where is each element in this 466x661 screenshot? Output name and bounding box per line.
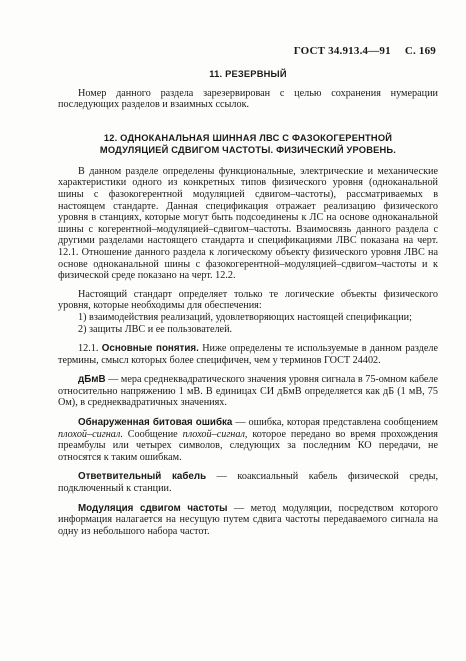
definition-term: Ответвительный кабель <box>78 471 207 483</box>
definition-text: . Сообщение <box>120 428 183 440</box>
scope-item-2: 2) защиты ЛВС и ее пользователей. <box>78 323 233 335</box>
definition-text: — метод модуляции, посредством которого информация налагается на несущую путем сдвига частоты передаваемого сигнала на одну из небольшого набора частот. <box>58 502 439 537</box>
definition-dbmv <box>58 374 438 409</box>
standard-number: ГОСТ 34.913.4—91 <box>293 45 391 57</box>
subsection-12-1 <box>58 343 438 366</box>
scope-item-1: 1) взаимодействия реализаций, удовлетворяющих настоящей спецификации; <box>78 311 412 323</box>
definition-text: , которое передано во время прохождения преамбулы или четырех символов, следующих за последним КО передачи, не относятся к таким ошибкам. <box>58 428 438 463</box>
subsection-title: Основные понятия. <box>101 343 199 355</box>
definition-text: — коаксиальный кабель физической среды, подключенный к станции. <box>58 471 439 495</box>
subsection-text: Ниже определены те используемые в данном разделе термины, смысл которых более специфичен, чем у терминов ГОСТ 24402. <box>58 343 439 366</box>
page-header <box>294 45 436 57</box>
subsection-number: 12.1. <box>78 343 99 355</box>
scope-paragraph: Настоящий стандарт определяет только те логические объекты физического уровня, которые необходимы для обеспечения: <box>58 288 438 312</box>
definition-drop-cable <box>58 471 438 494</box>
definition-term: Модуляция сдвигом частоты <box>78 502 228 514</box>
definition-bit-error <box>58 417 438 463</box>
section-12-intro-paragraph: В данном разделе определены функциональные, электрические и механические характеристики одного из конкретных типов физического уровня (одноканальной шины с фазокогерентной модуляцией сдвигом–частоты), рассматриваемых в настоящем стандарте. Данная спецификация отражает реализацию физического уровня в станциях, которые могут быть подсоединены к ЛС на основе одноканальной шины с когерентной–модуляцией–сдвигом–частоты. Взаимосвязь данного раздела с другими разделами настоящего стандарта и спецификациями ЛВС показана на черт. 12.1. Отношение данного раздела к логическому объекту физического уровня ЛВС на основе одноканальной шины с фазокогерентной–модуляцией–сдвигом–частоты и к физической среде показано на черт. 12.2. <box>58 165 438 282</box>
definition-italic: плохой–сигнал <box>182 428 245 440</box>
definition-term: дБмВ <box>78 374 106 386</box>
definition-text: — мера среднеквадратического значения уровня сигнала в 75-омном кабеле относительно напряжению 1 мВ. В единицах СИ дБмВ определяется как дБ (1 мВ, 75 Ом), в среднеквадратичных значениях. <box>58 374 438 409</box>
section-11-text: Номер данного раздела зарезервирован с целью сохранения нумерации последующих разделов и взаимных ссылок. <box>58 87 438 111</box>
page-number: С. 169 <box>404 45 436 57</box>
section-11-title: 11. РЕЗЕРВНЫЙ <box>209 69 287 79</box>
section-12-title <box>58 132 438 156</box>
definition-text: — ошибка, которая представлена сообщением <box>235 417 439 429</box>
section-12-title-line1: 12. ОДНОКАНАЛЬНАЯ ШИННАЯ ЛВС С ФАЗОКОГЕРЕНТНОЙ <box>103 132 393 143</box>
definition-term: Обнаруженная битовая ошибка <box>78 417 233 429</box>
definition-italic: плохой–сигнал <box>58 428 121 440</box>
page-content <box>58 69 438 537</box>
definition-fsk <box>58 503 438 538</box>
section-12-title-line2: МОДУЛЯЦИЕЙ СДВИГОМ ЧАСТОТЫ. ФИЗИЧЕСКИЙ УРОВЕНЬ. <box>99 144 397 155</box>
